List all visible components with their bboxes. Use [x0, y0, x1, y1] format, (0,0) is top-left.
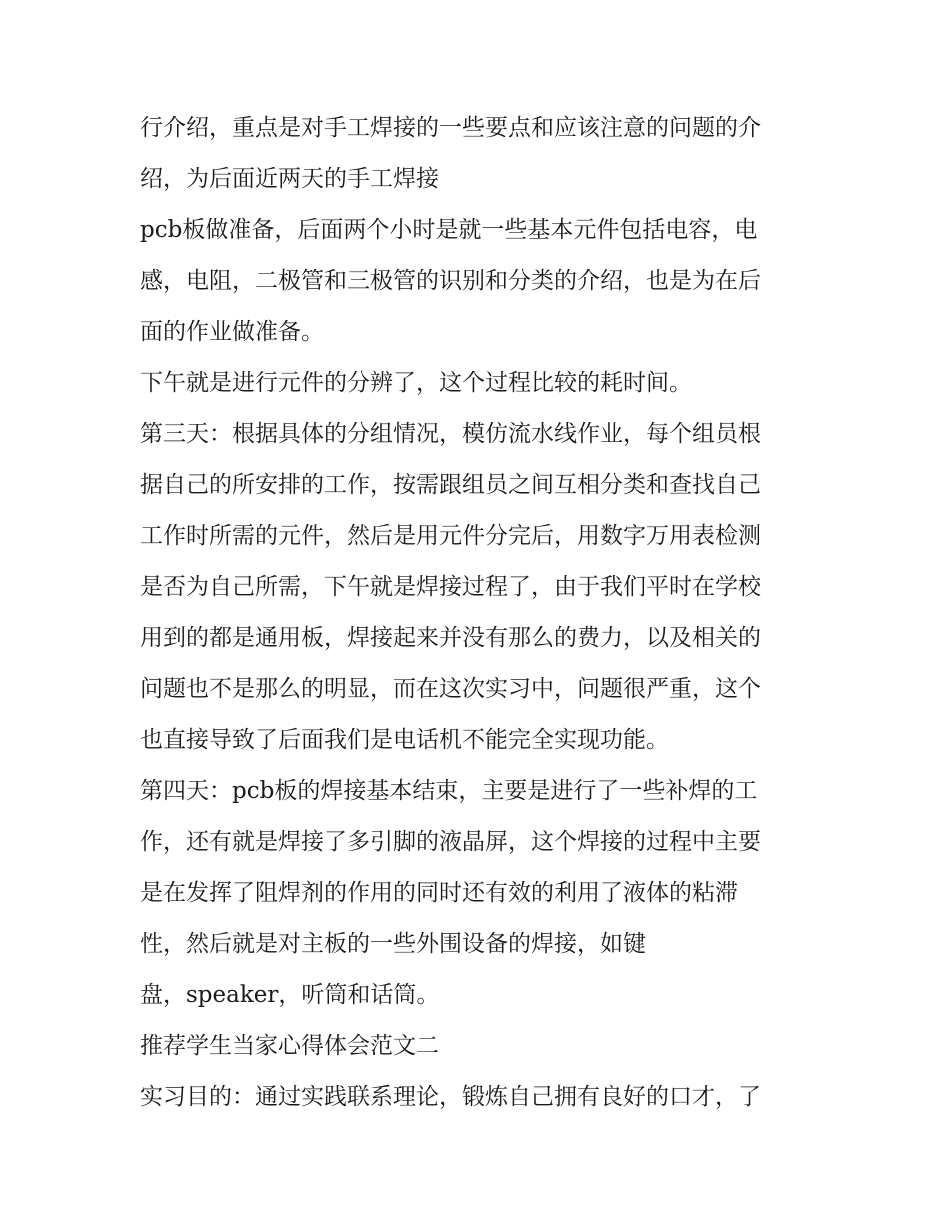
text-line: 性，然后就是对主板的一些外围设备的焊接，如键 — [140, 931, 646, 957]
text-line: 作，还有就是焊接了多引脚的液晶屏，这个焊接的过程中主要 — [140, 829, 761, 855]
text-line: 第四天：pcb板的焊接基本结束，主要是进行了一些补焊的工 — [140, 778, 758, 804]
text-line: 据自己的所安排的工作，按需跟组员之间互相分类和查找自己 — [140, 472, 761, 498]
section-heading: 推荐学生当家心得体会范文二 — [140, 1033, 439, 1059]
text-line: 也直接导致了后面我们是电话机不能完全实现功能。 — [140, 727, 669, 753]
text-line: 是否为自己所需，下午就是焊接过程了，由于我们平时在学校 — [140, 574, 761, 600]
text-line: 盘，speaker，听筒和话筒。 — [140, 982, 440, 1008]
text-line: 问题也不是那么的明显，而在这次实习中，问题很严重，这个 — [140, 676, 761, 702]
text-line: 下午就是进行元件的分辨了，这个过程比较的耗时间。 — [140, 370, 692, 396]
text-line: 感，电阻，二极管和三极管的识别和分类的介绍，也是为在后 — [140, 268, 761, 294]
text-line: 工作时所需的元件，然后是用元件分完后，用数字万用表检测 — [140, 523, 761, 549]
text-line: 用到的都是通用板，焊接起来并没有那么的费力，以及相关的 — [140, 625, 761, 651]
text-line: 绍，为后面近两天的手工焊接 — [140, 166, 439, 192]
text-line: 行介绍，重点是对手工焊接的一些要点和应该注意的问题的介 — [140, 115, 761, 141]
text-line: 是在发挥了阻焊剂的作用的同时还有效的利用了液体的粘滞 — [140, 880, 738, 906]
text-line: pcb板做准备，后面两个小时是就一些基本元件包括电容，电 — [140, 217, 758, 243]
text-line: 实习目的：通过实践联系理论，锻炼自己拥有良好的口才，了 — [140, 1084, 761, 1110]
text-line: 面的作业做准备。 — [140, 319, 324, 345]
text-line: 第三天：根据具体的分组情况，模仿流水线作业，每个组员根 — [140, 421, 761, 447]
document-body — [140, 103, 820, 1123]
